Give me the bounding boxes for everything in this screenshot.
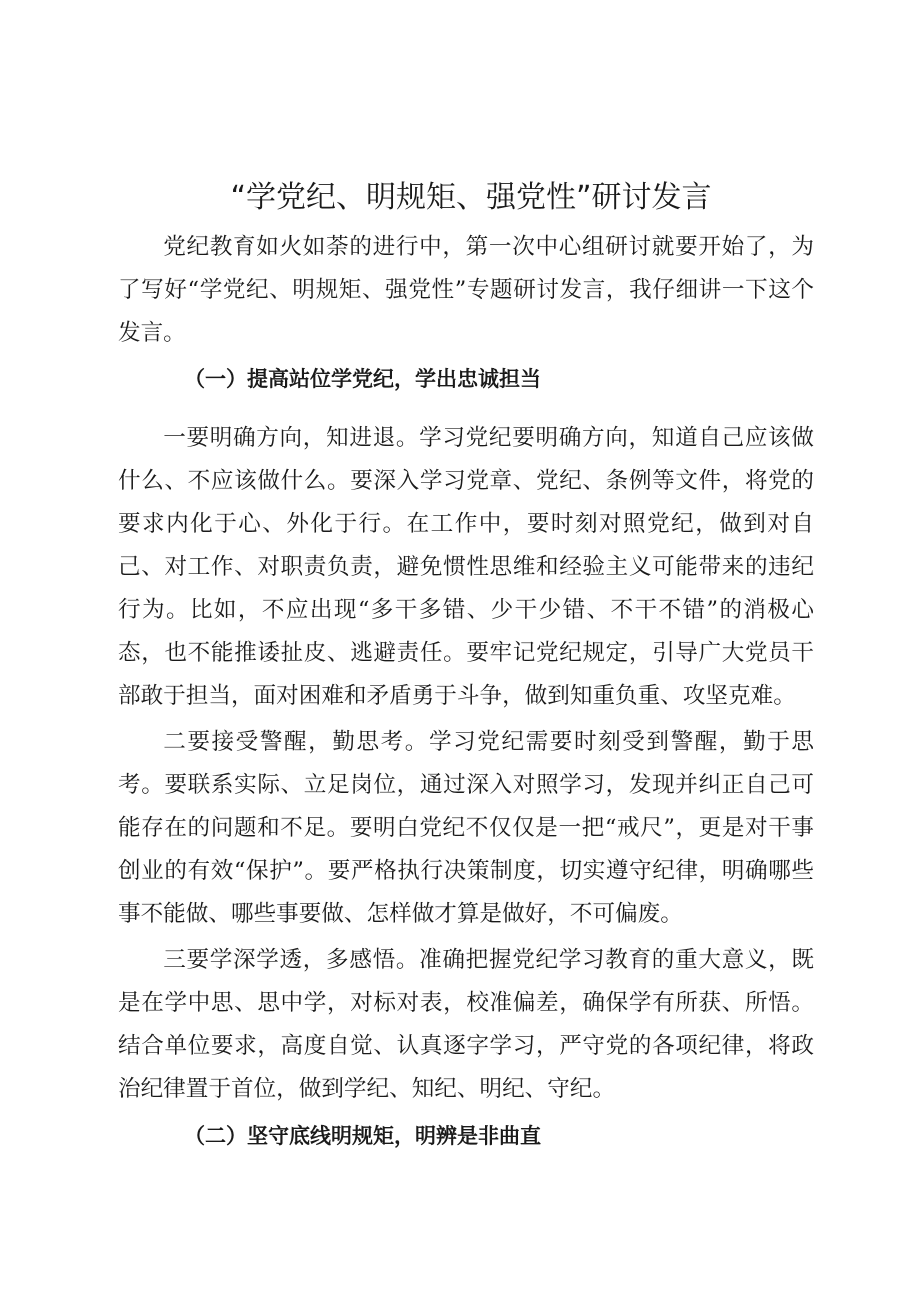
- document-title: “学党纪、明规矩、强党性”研讨发言: [230, 180, 712, 215]
- section1-paragraph-2: 二要接受警醒，勤思考。学习党纪需要时刻受到警醒，勤于思考。要联系实际、立足岗位，通过深入对照学习，发现并纠正自己可能存在的问题和不足。要明白党纪不仅仅是一把“戒尺”，更是对干事创业的有效“保护”。要严格执行决策制度，切实遵守纪律，明确哪些事不能做、哪些事要做、怎样做才算是做好，不可偏废。: [118, 729, 814, 927]
- section1-paragraph-1: 一要明确方向，知进退。学习党纪要明确方向，知道自己应该做什么、不应该做什么。要深入学习党章、党纪、条例等文件，将党的要求内化于心、外化于行。在工作中，要时刻对照党纪，做到对自己、对工作、对职责负责，避免惯性思维和经验主义可能带来的违纪行为。比如，不应出现“多干多错、少干少错、不干不错”的消极心态，也不能推诿扯皮、逃避责任。要牢记党纪规定，引导广大党员干部敢于担当，面对困难和矛盾勇于斗争，做到知重负重、攻坚克难。: [118, 425, 814, 709]
- section1-paragraph-3: 三要学深学透，多感悟。准确把握党纪学习教育的重大意义，既是在学中思、思中学，对标对表，校准偏差，确保学有所获、所悟。结合单位要求，高度自觉、认真逐字学习，严守党的各项纪律，将政治纪律置于首位，做到学纪、知纪、明纪、守纪。: [118, 947, 814, 1102]
- section-heading-1: （一）提高站位学党纪，学出忠诚担当: [184, 367, 541, 391]
- document-page: [118, 170, 814, 1158]
- intro-paragraph: 党纪教育如火如荼的进行中，第一次中心组研讨就要开始了，为了写好“学党纪、明规矩、强党性”专题研讨发言，我仔细讲一下这个发言。: [118, 234, 814, 346]
- section-heading-2: （二）坚守底线明规矩，明辨是非曲直: [184, 1124, 541, 1148]
